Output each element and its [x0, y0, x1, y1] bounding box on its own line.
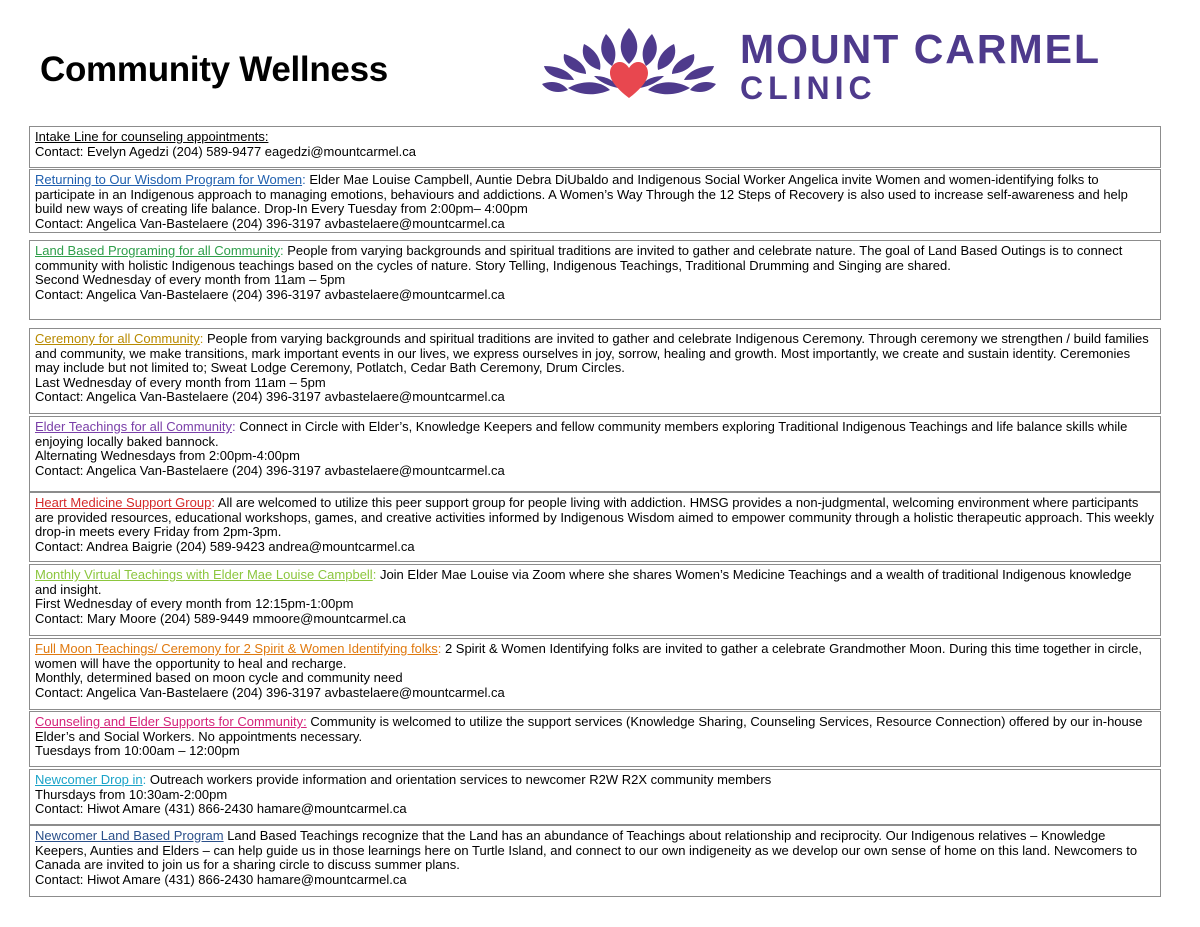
section-heading: Newcomer Drop in — [35, 772, 143, 787]
program-section — [29, 328, 1161, 414]
section-heading: Heart Medicine Support Group — [35, 495, 212, 510]
program-section — [29, 416, 1161, 492]
section-heading: Land Based Programing for all Community — [35, 243, 280, 258]
section-description — [35, 420, 1155, 449]
section-heading: Monthly Virtual Teachings with Elder Mae Louise Campbell — [35, 567, 373, 582]
program-section — [29, 126, 1161, 168]
program-section — [29, 492, 1161, 562]
contact-line: Contact: Hiwot Amare (431) 866-2430 hamare@mountcarmel.ca — [35, 871, 407, 887]
contact-line: Contact: Angelica Van-Bastelaere (204) 396-3197 avbastelaere@mountcarmel.ca — [35, 684, 505, 700]
section-description — [35, 773, 1155, 788]
heading-separator: : — [232, 419, 236, 434]
section-description — [35, 829, 1155, 873]
section-body: 2 Spirit & Women Identifying folks are invited to gather a celebrate Grandmother Moon. During this time together in circle, women will have the opportunity to heal and recharge. — [35, 641, 1142, 671]
section-heading: Returning to Our Wisdom Program for Women — [35, 172, 303, 187]
contact-line: Contact: Andrea Baigrie (204) 589-9423 andrea@mountcarmel.ca — [35, 538, 415, 554]
section-body: Elder Mae Louise Campbell, Auntie Debra DiUbaldo and Indigenous Social Worker Angelica invite Women and women-identifying folks to participate in an Indigenous approach to managing emotions, behaviours and addictions. A Women’s Way Through the 12 Steps of Recovery is also used to increase self-awareness and help build new ways of creating life balance. Drop-In Every Tuesday from 2:00pm– 4:00pm — [35, 172, 1128, 217]
contact-line: Contact: Angelica Van-Bastelaere (204) 396-3197 avbastelaere@mountcarmel.ca — [35, 462, 505, 478]
heading-separator: : — [211, 495, 215, 510]
section-description — [35, 130, 1155, 145]
section-body: Outreach workers provide information and orientation services to newcomer R2W R2X community members — [146, 772, 772, 787]
heading-separator: : — [142, 772, 147, 787]
section-body: All are welcomed to utilize this peer support group for people living with addiction. HMSG provides a non-judgmental, welcoming environment where participants are provided resources, educational workshops, games, and creative activities informed by Indigenous Wisdom aimed to empower community through a holistic therapeutic approach. This weekly drop-in meets every Friday from 2pm-3pm. — [35, 495, 1155, 540]
section-description — [35, 568, 1155, 597]
section-description — [35, 244, 1155, 273]
section-description — [35, 173, 1155, 217]
heading-separator: : — [302, 172, 306, 187]
section-heading: Counseling and Elder Supports for Community: — [35, 714, 307, 729]
heading-separator: : — [437, 641, 442, 656]
schedule-line: Monthly, determined based on moon cycle and community need — [35, 670, 403, 686]
contact-line: Contact: Mary Moore (204) 589-9449 mmoore@mountcarmel.ca — [35, 610, 406, 626]
section-heading: Newcomer Land Based Program — [35, 828, 224, 843]
heading-separator: : — [279, 243, 284, 258]
section-body: Land Based Teachings recognize that the Land has an abundance of Teachings about relationship and reciprocity. Our Indigenous relatives – Knowledge Keepers, Aunties and Elders – can help guide us in those learnings here on Turtle Island, and connect to our own indigeneity as we develop our own sense of home on this land. Newcomers to Canada are invited to join us for a sharing circle to discuss summer plans. — [35, 828, 1138, 873]
section-description — [35, 496, 1155, 540]
section-body: Join Elder Mae Louise via Zoom where she shares Women’s Medicine Teachings and a wealth of traditional Indigenous knowledge and insight. — [35, 567, 1132, 597]
program-section — [29, 711, 1161, 767]
program-section — [29, 825, 1161, 897]
section-body: Community is welcomed to utilize the support services (Knowledge Sharing, Counseling Services, Resource Connection) offered by our in-house Elder’s and Social Workers. No appointments necessary. — [35, 714, 1143, 744]
schedule-line: Alternating Wednesdays from 2:00pm-4:00pm — [35, 448, 300, 464]
contact-line: Contact: Angelica Van-Bastelaere (204) 396-3197 avbastelaere@mountcarmel.ca — [35, 286, 505, 302]
schedule-line: Last Wednesday of every month from 11am – 5pm — [35, 374, 326, 390]
program-section — [29, 169, 1161, 233]
schedule-line: Tuesdays from 10:00am – 12:00pm — [35, 743, 240, 759]
program-section — [29, 564, 1161, 636]
heading-separator: : — [372, 567, 377, 582]
clinic-logo — [538, 24, 1178, 104]
section-description — [35, 715, 1155, 744]
program-section — [29, 240, 1161, 320]
heading-separator: : — [199, 331, 204, 346]
section-body: People from varying backgrounds and spiritual traditions are invited to gather and celebrate Indigenous Ceremony. Through ceremony we strengthen / build families and community, we make transitions, mark important events in our lives, we express ourselves in joy, sorrow, healing and growth. Most importantly, we create and sustain identity. Ceremonies may include but not limited to; Sweat Lodge Ceremony, Potlatch, Cedar Bath Ceremony, Drum Circles. — [35, 331, 1149, 376]
program-section — [29, 769, 1161, 825]
section-body: Connect in Circle with Elder’s, Knowledge Keepers and fellow community members exploring Traditional Indigenous Teachings and life balance skills while enjoying locally baked bannock. — [35, 419, 1128, 449]
contact-line: Contact: Hiwot Amare (431) 866-2430 hamare@mountcarmel.ca — [35, 801, 407, 817]
section-description — [35, 642, 1155, 671]
section-description — [35, 332, 1155, 376]
lotus-heart-icon — [538, 24, 720, 100]
section-heading: Intake Line for counseling appointments: — [35, 129, 269, 144]
contact-line: Contact: Angelica Van-Bastelaere (204) 396-3197 avbastelaere@mountcarmel.ca — [35, 215, 505, 231]
section-heading: Full Moon Teachings/ Ceremony for 2 Spirit & Women Identifying folks — [35, 641, 438, 656]
contact-line: Contact: Evelyn Agedzi (204) 589-9477 eagedzi@mountcarmel.ca — [35, 143, 417, 159]
contact-line: Contact: Angelica Van-Bastelaere (204) 396-3197 avbastelaere@mountcarmel.ca — [35, 389, 505, 405]
logo-subtitle: CLINIC — [740, 70, 877, 106]
schedule-line: First Wednesday of every month from 12:15pm-1:00pm — [35, 596, 354, 612]
schedule-line: Second Wednesday of every month from 11am – 5pm — [35, 272, 346, 288]
page-title: Community Wellness — [40, 50, 388, 89]
section-heading: Elder Teachings for all Community — [35, 419, 233, 434]
section-heading: Ceremony for all Community — [35, 331, 200, 346]
program-section — [29, 638, 1161, 710]
schedule-line: Thursdays from 10:30am-2:00pm — [35, 786, 228, 802]
section-body: People from varying backgrounds and spiritual traditions are invited to gather and celebrate nature. The goal of Land Based Outings is to connect community with holistic Indigenous teachings based on the cycles of nature. Story Telling, Indigenous Teachings, Traditional Drumming and Singing are shared. — [35, 243, 1123, 273]
logo-wordmark: MOUNT CARMEL — [740, 26, 1102, 72]
